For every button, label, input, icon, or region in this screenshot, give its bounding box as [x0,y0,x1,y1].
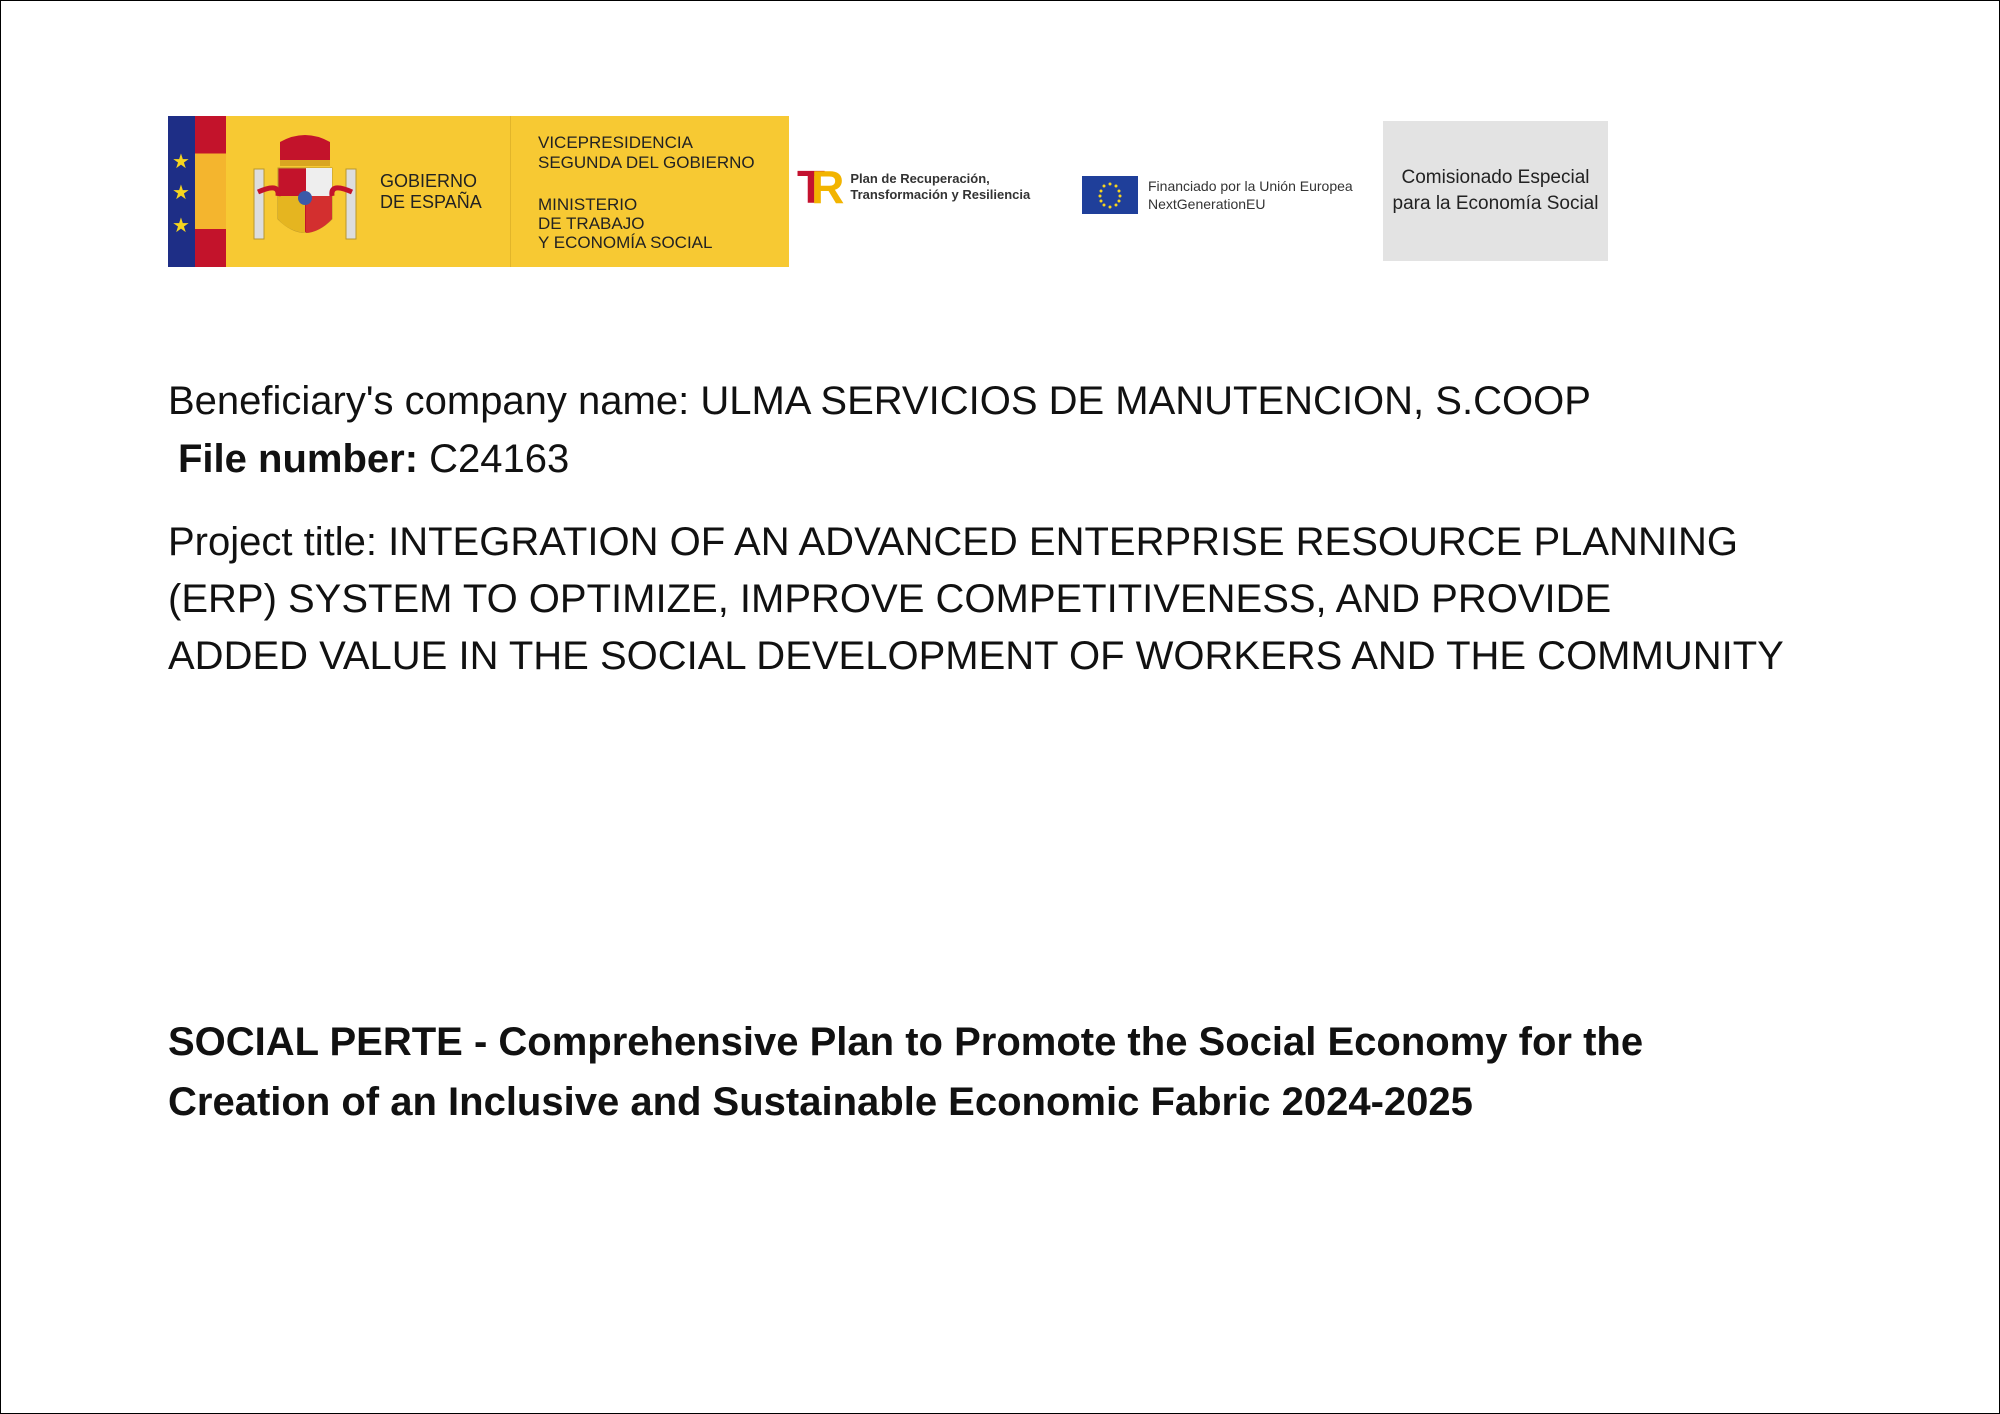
gobierno-line: GOBIERNO [380,171,478,191]
plan-line2: Transformación y Resiliencia [850,187,1031,202]
comisionado-line2: para la Economía Social [1392,193,1599,214]
star-icon: ★ [172,215,190,237]
plan-recuperacion-logo [797,161,1031,213]
file-number-line [178,435,569,483]
comisionado-line1: Comisionado Especial [1401,167,1590,188]
eu-line1: Financiado por la Unión Europea [1148,178,1353,194]
project-title-text1: INTEGRATION OF AN ADVANCED ENTERPRISE RESOURCE PLANNING [388,520,1738,564]
vicepresidencia-line1: VICEPRESIDENCIA [538,133,693,152]
program-title-line1: SOCIAL PERTE - Comprehensive Plan to Promote the Social Economy for the [168,1020,1644,1064]
eu-line2: NextGenerationEU [1148,196,1266,212]
star-icon: ★ [172,182,190,204]
ministerio-line3: Y ECONOMÍA SOCIAL [538,233,713,252]
file-number-value: C24163 [429,437,570,481]
comisionado-logo [1383,121,1608,261]
project-title-line1 [168,518,1738,566]
program-title-line2: Creation of an Inclusive and Sustainable Economic Fabric 2024-2025 [168,1080,1473,1124]
vicepresidencia-text [538,133,755,173]
eu-flag-icon [1082,176,1138,214]
beneficiary-label: Beneficiary's company name: [168,379,690,423]
gobierno-espana-logo [168,116,789,267]
project-title-label: Project title: [168,520,377,564]
beneficiary-value: ULMA SERVICIOS DE MANUTENCION, S.COOP [700,379,1591,423]
beneficiary-line [168,377,1591,425]
project-title-line3: ADDED VALUE IN THE SOCIAL DEVELOPMENT OF WORKERS AND THE COMMUNITY [168,634,1784,678]
gobierno-text [380,171,482,213]
coat-of-arms-icon [250,134,360,249]
plan-line1: Plan de Recuperación, [850,171,990,186]
divider [510,116,511,267]
espana-line: DE ESPAÑA [380,192,482,212]
spain-flag-stripe [195,116,226,267]
file-number-label: File number: [178,437,419,481]
ministerio-text [538,195,712,252]
ministerio-line2: DE TRABAJO [538,214,645,233]
star-icon: ★ [172,151,190,173]
tr-mark-icon: TR [797,161,831,213]
vicepresidencia-line2: SEGUNDA DEL GOBIERNO [538,153,755,172]
ministerio-line1: MINISTERIO [538,195,638,214]
eu-funding-logo [1082,176,1353,214]
project-title-line2: (ERP) SYSTEM TO OPTIMIZE, IMPROVE COMPETITIVENESS, AND PROVIDE [168,577,1612,621]
